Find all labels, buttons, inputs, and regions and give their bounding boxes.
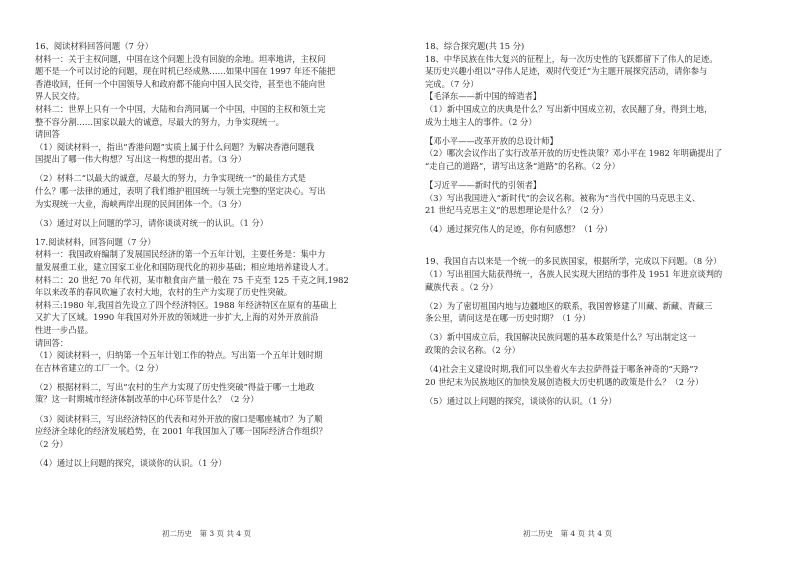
q16-line: 界人民交待。	[35, 91, 85, 102]
q16-sub2: 什么？哪一法律的通过，表明了我们维护祖国统一与领土完整的坚定决心。写出	[35, 186, 326, 197]
q17-line: 又扩大了区域。1990 年我国对外开放的领域进一步扩大,上海的对外开放前沿	[35, 312, 319, 323]
q17-line: 性进一步凸显。	[35, 324, 94, 335]
q16-line: 整不容分割……国家以最大的诚意，尽最大的努力，力争实现统一。	[35, 116, 284, 127]
q18-block-line: （1）新中国成立的庆典是什么？写出新中国成立初，农民翻了身，得到土地，	[425, 103, 713, 114]
q16-line: 题不是一个可以讨论的问题，现在时机已经成熟……如果中国在 1997 年还不能把	[35, 66, 336, 77]
q16-line: 材料二：世界上只有一个中国，大陆和台湾同属一个中国，中国的主权和领土完	[35, 103, 326, 114]
q18-intro: 完成。（7 分）	[425, 78, 479, 89]
q18-intro: 某历史兴趣小组以“寻伟人足迹，观时代变迁”为主题开展探究活动，请你参与	[425, 66, 708, 77]
q17-sub3: （3）阅读材料三，写出经济特区的代表和对外开放的窗口是哪座城市？为了顺	[35, 413, 323, 424]
q17-line: 材料三:1980 年,我国首先设立了四个经济特区。1988 年经济特区在原有的基础上	[35, 299, 337, 310]
q16-line: 材料一：关于主权问题，中国在这个问题上没有回旋的余地。坦率地讲，主权问	[35, 53, 326, 64]
left-column	[35, 40, 380, 469]
question-19	[425, 255, 770, 407]
q18-title: 18、综合探究题(共 15 分)	[425, 41, 525, 51]
q16-sub2: 为实现统一大业，海峡两岸出现的民间团体一个。（3 分）	[35, 198, 247, 209]
q18-block-line: （2）哪次会议作出了实行改革开放的历史性决策？邓小平在 1982 年明确提出了	[425, 148, 723, 159]
q17-sub2: （2）根据材料二，写出“农村的生产力实现了历史性突破”得益于哪一土地政	[35, 381, 315, 392]
q16-sub1: （1）阅读材料一，指出“香港问题”实质上属于什么问题？为解决香港问题我	[35, 141, 315, 152]
q18-block-line: 成为土地主人的事件。（2 分）	[425, 116, 537, 127]
q19-sub4: 20 世纪末为民族地区的加快发展创造极大历史机遇的政策是什么？（2 分）	[425, 376, 704, 387]
q18-block-head-deng: 【邓小平——改革开放的总设计师】	[425, 135, 558, 146]
q17-sub1: （1）阅读材料一，归纳第一个五年计划工作的特点。写出第一个五年计划时期	[35, 350, 323, 361]
page-footer-right: 初二历史 第 4 页 共 4 页	[523, 529, 612, 538]
q17-sub3: （2 分）	[35, 438, 68, 449]
q19-sub5: （5）通过以上问题的探究，谈谈你的认识。（1 分）	[425, 395, 617, 406]
q17-sub4: （4）通过以上问题的探究，谈谈你的认识。（1 分）	[35, 457, 227, 468]
q19-intro: （1）写出祖国大陆获得统一，各族人民实现大团结的事件及 1951 年进京谈判的	[425, 268, 723, 279]
q17-sub3: 应经济全球化的经济发展趋势，在 2001 年我国加入了哪一国际经济合作组织？	[35, 426, 327, 437]
question-18	[425, 40, 770, 236]
q18-intro: 18、中华民族在伟大复兴的征程上，每一次历史性的飞跃都留下了伟人的足迹。	[425, 53, 718, 64]
q19-sub2: 条公里，请问这是在哪一历史时期？（1 分）	[425, 313, 591, 324]
right-column	[425, 40, 770, 407]
page-footer-left: 初二历史 第 3 页 共 4 页	[162, 529, 251, 538]
q17-line: 材料二：20 世纪 70 年代初，某市粮食亩产量一般在 75 千克至 125 千克之间,1982	[35, 274, 349, 285]
q16-line: 香港收回，任何一个中国领导人和政府都不能向中国人民交待，甚至也不能向世	[35, 78, 326, 89]
question-17	[35, 236, 380, 470]
q17-line: 请回答：	[35, 337, 69, 348]
q16-sub3: （3）通过对以上问题的学习，请你谈谈对统一的认识。（1 分）	[35, 217, 269, 228]
q19-sub2: （2）为了密切祖国内地与边疆地区的联系，我国曾修建了川藏、新藏、青藏三	[425, 300, 713, 311]
q19-intro: 藏族代表 。（2 分）	[425, 281, 498, 292]
q18-block-line: “走自己的道路”，请写出这条“道路”的名称。（2 分）	[425, 160, 620, 171]
q17-title: 17.阅读材料，回答问题（7 分）	[35, 236, 156, 247]
q18-block-line: （4）通过探究伟人的足迹，你有何感想？（1 分）	[425, 224, 613, 235]
q17-line: 材料一：我国政府编制了发展国民经济的第一个五年计划，主要任务是：集中力	[35, 249, 326, 260]
q17-sub2: 策？这一时期城市经济体制改革的中心环节是什么？（2 分）	[35, 394, 259, 405]
q17-line: 年以来改革的春风吹遍了农村大地，农村的生产力实现了历史性突破。	[35, 287, 293, 298]
q19-sub3: 政策的会议名称。（2 分）	[425, 344, 521, 355]
q17-sub1: 在吉林省建立的工厂一个。（2 分）	[35, 362, 164, 373]
q19-intro: 19、我国自古以来是一个统一的多民族国家，根据所学，完成以下问题。（8 分）	[425, 256, 722, 267]
q16-sub1: 国提出了哪一伟大构想？写出这一构想的提出者。（3 分）	[35, 154, 247, 165]
q16-line: 请回答	[35, 129, 60, 140]
q17-line: 量发展重工业，建立国家工业化和国防现代化的初步基础；相应地培养建设人才。	[35, 262, 334, 272]
q19-sub4: （4)社会主义建设时期,我们可以坐着火车去拉萨得益于哪条神奇的“天路”?	[425, 363, 698, 374]
q18-block-line: （3）写出我国进入“新时代”的会议名称。被称为“当代中国的马克思主义、	[425, 192, 701, 203]
q18-block-head-mao: 【毛泽东——新中国的缔造者】	[425, 91, 542, 102]
q18-block-head-xi: 【习近平——新时代的引领者】	[425, 179, 542, 190]
q19-sub3: （3）新中国成立后，我国解决民族问题的基本政策是什么？写出制定这一	[425, 332, 696, 343]
question-16	[35, 40, 380, 229]
q16-sub2: （2）材料二“以最大的诚意，尽最大的努力，力争实现统一”的最佳方式是	[35, 173, 306, 184]
q16-title: 16、阅读材料回答问题（7 分）	[35, 41, 154, 51]
q18-block-line: 21 世纪马克思主义”的思想理论是什么？（2 分）	[425, 205, 608, 216]
